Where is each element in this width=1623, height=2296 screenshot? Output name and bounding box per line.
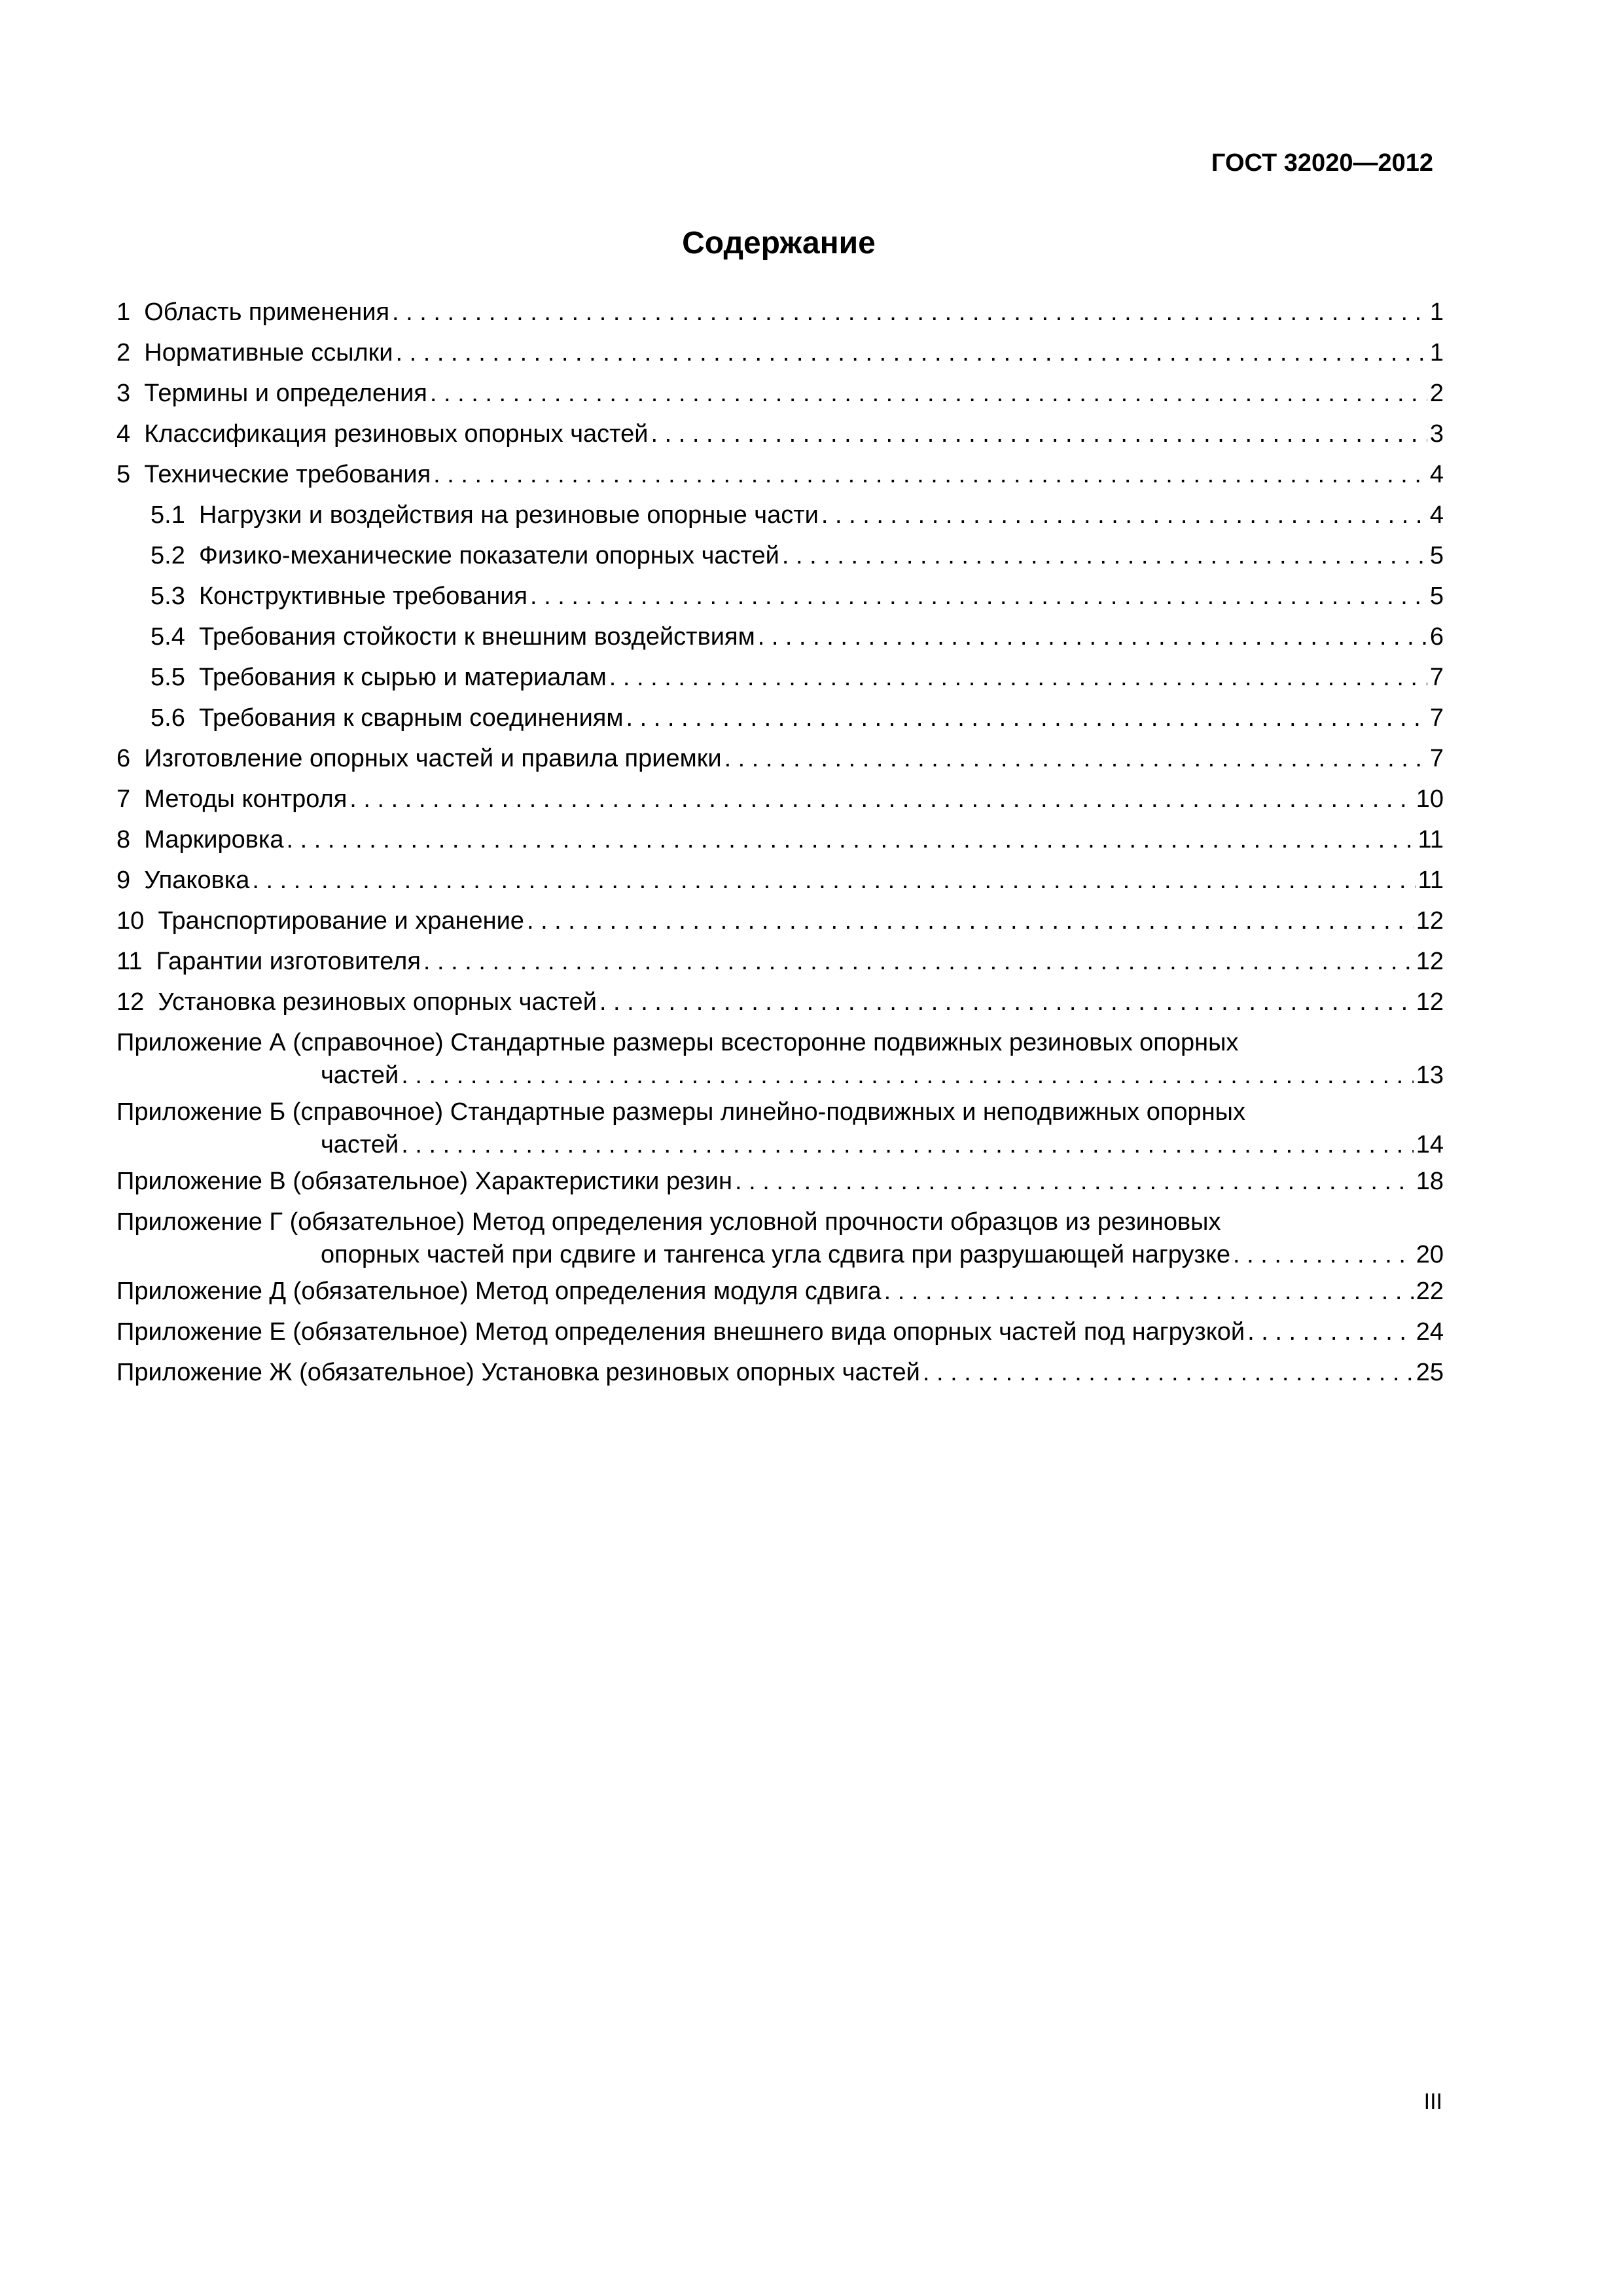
toc-entry-page: 4 xyxy=(1429,501,1444,529)
appendix-title: Приложение Е (обязательное) Метод определения внешнего вида опорных частей под нагрузкой xyxy=(116,1318,1245,1346)
toc-entry-page: 24 xyxy=(1416,1318,1444,1346)
toc-entry-text: Область применения xyxy=(144,298,390,326)
toc-appendix-zh[interactable] xyxy=(116,1356,1444,1397)
toc-entry[interactable]: 9 Упаковка . . . 11 xyxy=(116,864,1444,905)
toc-subentry[interactable]: 5.1 Нагрузки и воздействия на резиновые опорные части . . . 4 xyxy=(116,499,1444,539)
toc-entry-text: Термины и определения xyxy=(144,380,427,407)
toc-entry-page: 6 xyxy=(1429,623,1444,651)
appendix-title: Приложение Ж (обязательное) Установка резиновых опорных частей xyxy=(116,1359,920,1386)
toc-entry-text: Требования стойкости к внешним воздействиям xyxy=(198,623,755,651)
toc-entry-text: Конструктивные требования xyxy=(198,583,528,610)
toc-entry-page: 7 xyxy=(1429,745,1444,772)
toc-entry-page: 1 xyxy=(1429,298,1444,326)
toc-entry-page: 5 xyxy=(1429,542,1444,569)
toc-entry-text: Упаковка xyxy=(144,867,250,894)
toc-entry[interactable]: 1 Область применения . . . 1 xyxy=(116,296,1444,336)
toc-entry[interactable]: 5 Технические требования . . . 4 xyxy=(116,458,1444,499)
appendix-title: Приложение Д (обязательное) Метод определения модуля сдвига xyxy=(116,1278,882,1305)
toc-entry[interactable]: 8 Маркировка . . . 11 xyxy=(116,823,1444,864)
toc-entry-text: Технические требования xyxy=(144,461,431,488)
toc-entry-page: 20 xyxy=(1416,1241,1444,1268)
toc-entry-page: 12 xyxy=(1416,988,1444,1016)
toc-entry-page: 12 xyxy=(1416,907,1444,935)
toc-entry-text: Требования к сварным соединениям xyxy=(198,704,624,732)
toc-entry-text: Транспортирование и хранение xyxy=(158,907,524,935)
toc-appendix-e[interactable] xyxy=(116,1316,1444,1356)
appendix-title-cont: частей xyxy=(321,1131,399,1158)
toc-entry-page: 1 xyxy=(1429,339,1444,367)
toc-entry-text: Нормативные ссылки xyxy=(144,339,393,367)
document-code: ГОСТ 32020—2012 xyxy=(1211,149,1433,177)
table-of-contents xyxy=(116,296,1444,1397)
toc-entry-page: 13 xyxy=(1416,1062,1444,1089)
toc-entry-page: 4 xyxy=(1429,461,1444,488)
toc-entry[interactable]: 6 Изготовление опорных частей и правила приемки . . . 7 xyxy=(116,742,1444,783)
appendix-title: Приложение А (справочное) Стандартные размеры всесторонне подвижных резиновых опорных xyxy=(116,1029,1239,1056)
toc-entry-page: 3 xyxy=(1429,420,1444,448)
toc-entry-page: 12 xyxy=(1416,948,1444,975)
toc-title: Содержание xyxy=(682,226,876,260)
toc-entry-text: Нагрузки и воздействия на резиновые опорные части xyxy=(198,501,819,529)
toc-entry[interactable]: 7 Методы контроля . . . 10 xyxy=(116,783,1444,823)
toc-entry-text: Установка резиновых опорных частей xyxy=(158,988,597,1016)
toc-subentry[interactable]: 5.6 Требования к сварным соединениям . . . 7 xyxy=(116,702,1444,742)
toc-appendix-v[interactable] xyxy=(116,1165,1444,1206)
appendix-title: Приложение Г (обязательное) Метод определения условной прочности образцов из резиновых xyxy=(116,1208,1221,1236)
toc-entry[interactable]: 2 Нормативные ссылки . . . 1 xyxy=(116,336,1444,377)
page-number: III xyxy=(1423,2089,1442,2114)
toc-entry-text: Гарантии изготовителя xyxy=(156,948,421,975)
toc-entry-text: Методы контроля xyxy=(144,785,348,813)
toc-entry-page: 14 xyxy=(1416,1131,1444,1158)
toc-entry-text: Маркировка xyxy=(144,826,284,853)
toc-entry[interactable]: 3 Термины и определения . . . 2 xyxy=(116,377,1444,418)
toc-entry-page: 7 xyxy=(1429,704,1444,732)
toc-entry-page: 11 xyxy=(1418,826,1444,853)
toc-appendix-a[interactable] xyxy=(116,1026,1444,1092)
toc-entry[interactable]: 11 Гарантии изготовителя . . . 12 xyxy=(116,945,1444,986)
toc-entry-page: 10 xyxy=(1416,785,1444,813)
toc-entry[interactable]: 4 Классификация резиновых опорных частей . . . 3 xyxy=(116,418,1444,458)
toc-appendix-g[interactable] xyxy=(116,1206,1444,1271)
toc-entry-text: Изготовление опорных частей и правила приемки xyxy=(144,745,722,772)
toc-appendix-b[interactable] xyxy=(116,1096,1444,1161)
toc-entry-text: Классификация резиновых опорных частей xyxy=(144,420,649,448)
toc-entry-page: 18 xyxy=(1416,1168,1444,1195)
appendix-title: Приложение Б (справочное) Стандартные размеры линейно-подвижных и неподвижных опорных xyxy=(116,1098,1245,1126)
toc-subentry[interactable]: 5.4 Требования стойкости к внешним воздействиям . . . 6 xyxy=(116,620,1444,661)
toc-entry-page: 25 xyxy=(1416,1359,1444,1386)
toc-subentry[interactable]: 5.2 Физико-механические показатели опорных частей . . . 5 xyxy=(116,539,1444,580)
appendix-title-cont: опорных частей при сдвиге и тангенса угла сдвига при разрушающей нагрузке xyxy=(321,1241,1231,1268)
toc-entry-page: 5 xyxy=(1429,583,1444,610)
appendix-title: Приложение В (обязательное) Характеристики резин xyxy=(116,1168,733,1195)
toc-entry-page: 2 xyxy=(1429,380,1444,407)
toc-appendix-d[interactable] xyxy=(116,1275,1444,1316)
toc-entry-text: Требования к сырью и материалам xyxy=(198,664,607,691)
toc-subentry[interactable]: 5.3 Конструктивные требования . . . 5 xyxy=(116,580,1444,620)
toc-subentry[interactable]: 5.5 Требования к сырью и материалам . . . 7 xyxy=(116,661,1444,702)
appendix-title-cont: частей xyxy=(321,1062,399,1089)
toc-entry[interactable]: 12 Установка резиновых опорных частей . . . 12 xyxy=(116,986,1444,1026)
toc-entry-page: 11 xyxy=(1418,867,1444,894)
toc-entry[interactable]: 10 Транспортирование и хранение . . . 12 xyxy=(116,905,1444,945)
toc-entry-page: 22 xyxy=(1416,1278,1444,1305)
toc-entry-text: Физико-механические показатели опорных частей xyxy=(198,542,779,569)
toc-entry-page: 7 xyxy=(1429,664,1444,691)
